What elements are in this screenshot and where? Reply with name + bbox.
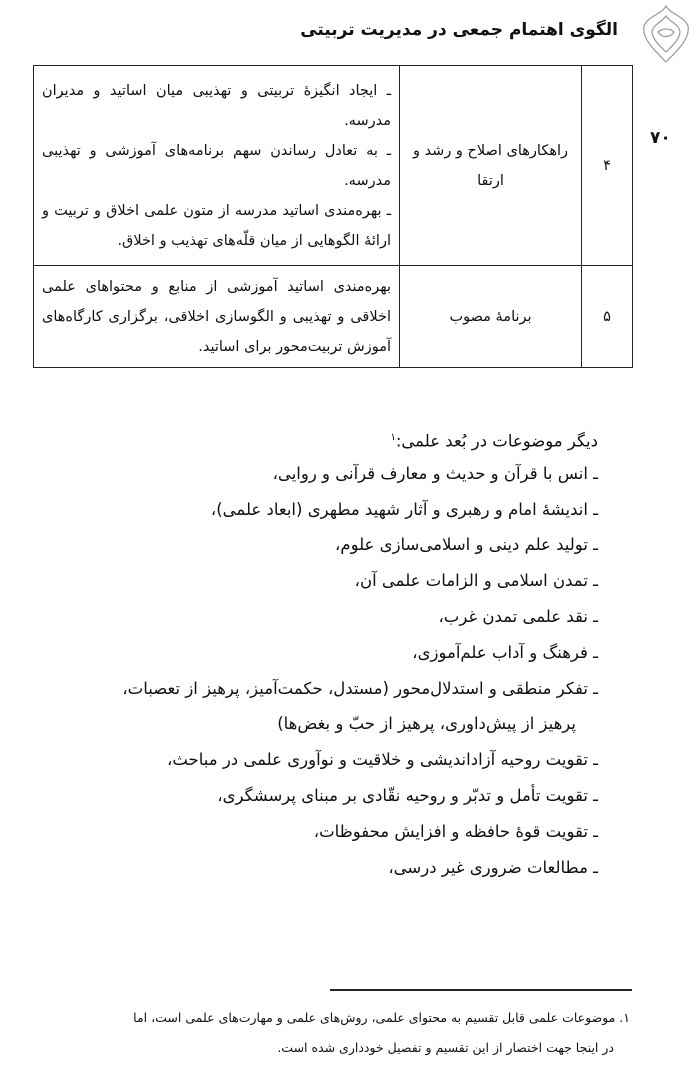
footnote — [30, 1003, 630, 1063]
list-item: ـ انس با قرآن و حدیث و معارف قرآنی و روایی، — [272, 463, 598, 483]
row-title: راهکارهای اصلاح و رشد و ارتقا — [400, 66, 582, 266]
content-line: ـ ایجاد انگیزهٔ تربیتی و تهذیبی میان اساتید و مدیران مدرسه. — [42, 82, 391, 129]
list-item: ـ اندیشهٔ امام و رهبری و آثار شهید مطهری (ابعاد علمی)، — [210, 499, 598, 519]
row-title: برنامهٔ مصوب — [400, 266, 582, 368]
ornament-icon — [640, 4, 692, 64]
row-content — [34, 66, 400, 266]
list-item: ـ تقویت قوهٔ حافظه و افزایش محفوظات، — [313, 821, 598, 841]
table-row — [34, 266, 633, 368]
list-item: ـ تقویت تأمل و تدبّر و روحیه نقّادی بر مبنای پرسشگری، — [217, 785, 598, 805]
table — [33, 65, 633, 368]
table-row — [34, 66, 633, 266]
heading-text: دیگر موضوعات در بُعد علمی: — [395, 431, 598, 451]
page-number: ۷۰ — [650, 128, 671, 148]
content-line: ـ بهره‌مندی اساتید مدرسه از متون علمی اخلاق و تربیت و ارائهٔ الگوهایی از میان قلّه‌های تهذیب و اخلاق. — [42, 202, 391, 249]
list-item-continuation: پرهیز از پیش‌داوری، پرهیز از حبّ و بغض‌ها) — [277, 714, 576, 734]
row-number: ۵ — [582, 266, 633, 368]
list-item: ـ تقویت روحیه آزاداندیشی و خلاقیت و نوآوری علمی در مباحث، — [167, 750, 598, 770]
footnote-divider — [330, 989, 632, 991]
list-item: ـ تولید علم دینی و اسلامی‌سازی علوم، — [335, 535, 598, 555]
footnote-marker: ۱ — [390, 432, 396, 443]
list-item: ـ تفکر منطقی و استدلال‌محور (مستدل، حکمت‌آمیز، پرهیز از تعصبات، — [122, 678, 598, 698]
list-item: ـ مطالعات ضروری غیر درسی، — [388, 857, 598, 877]
list-item: ـ فرهنگ و آداب علم‌آموزی، — [412, 642, 598, 662]
list-item: ـ تمدن اسلامی و الزامات علمی آن، — [354, 571, 598, 591]
section-heading — [38, 420, 598, 456]
content-line: بهره‌مندی اساتید آموزشی از منابع و محتواهای علمی اخلاقی و تهذیبی و الگوسازی اخلاقی، برگزاری کارگاه‌های آموزش تربیت‌محور برای اساتید. — [42, 278, 391, 355]
topics-list — [38, 420, 598, 885]
row-number: ۴ — [582, 66, 633, 266]
content-line: ـ به تعادل رساندن سهم برنامه‌های آموزشی و تهذیبی مدرسه. — [42, 142, 391, 189]
running-header-title: الگوی اهتمام جمعی در مدیریت تربیتی — [300, 20, 618, 40]
footnote-line: ۱. موضوعات علمی قابل تقسیم به محتوای علمی، روش‌های علمی و مهارت‌های علمی است، اما — [133, 1010, 630, 1025]
row-content — [34, 266, 400, 368]
footnote-line: در اینجا جهت اختصار از این تقسیم و تفصیل خودداری شده است. — [277, 1040, 614, 1055]
list-item: ـ نقد علمی تمدن غرب، — [438, 606, 598, 626]
